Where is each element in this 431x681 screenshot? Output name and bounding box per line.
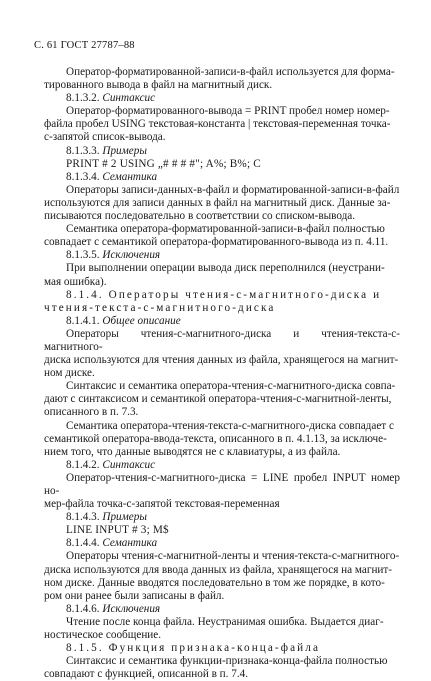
text-line: Операторы чтения-с-магнитного-диска и чтения-текста-с-магнитного- [44,327,400,353]
text-line: Оператор-форматированного-вывода = PRINT пробел номер номер- [66,105,390,118]
text-line: писываются последовательно в соответствии со списком-вывода. [44,210,356,223]
section-number: 8.1.3.4. [66,170,103,183]
section-number: 8.1.4.2. [66,458,103,471]
text-line: ном диске. Данные вводятся последовательно в том же порядке, в кото- [44,576,385,589]
section-number: 8.1.3.2. [66,92,103,105]
text-line: совпадают с функцией, описанной в п. 7.4. [44,668,249,681]
section-title: Исключения [102,249,161,262]
text-line: с-запятой список-вывода. [44,131,166,144]
text-line: ром они ранее были записаны в файл. [44,589,225,602]
section-heading [44,537,400,550]
section-heading: чтения-текста-с-магнитного-диска [44,301,276,314]
text-line: файла пробел USING текстовая-константа | текстовая-переменная точка- [44,118,391,131]
text-line: ном диске. [44,367,95,380]
text-line: используются для записи данных в файл на магнитный диск. Данные за- [44,196,391,209]
section-heading: 8.1.4. Операторы чтения-с-магнитного-диска и [66,288,382,301]
text-line: диска используются для ввода данных из файла, хранящегося на магнит- [44,563,393,576]
section-title: Исключения [102,602,161,615]
section-heading [44,145,400,158]
section-heading [44,459,400,472]
text-line: мая ошибка). [44,275,107,288]
section-heading [44,315,400,328]
text-line: ностическое сообщение. [44,629,162,642]
section-number: 8.1.4.3. [66,511,103,524]
section-heading [44,249,400,262]
section-title: Примеры [102,511,147,524]
text-line: Семантика оператора-форматированной-записи-в-файл полностью [66,223,385,236]
section-number: 8.1.3.5. [66,249,103,262]
code-example: LINE INPUT # 3; M$ [66,524,169,537]
section-title: Общее описание [102,314,181,327]
text-line: Операторы записи-данных-в-файл и форматированной-записи-в-файл [66,183,400,196]
text-line: Операторы чтения-с-магнитной-ленты и чтения-текста-с-магнитного- [66,550,400,563]
section-heading [44,511,400,524]
section-number: 8.1.4.6. [66,602,103,615]
section-number: 8.1.4.1. [66,314,103,327]
text-line: При выполнении операции вывода диск переполнился (неустрани- [66,262,385,275]
text-line: описанного в п. 7.3. [44,406,139,419]
document-body [44,66,400,681]
text-line: диска используются для чтения данных из файла, хранящегося на магнит- [44,354,399,367]
text-line: дают с синтаксисом и семантикой оператора-чтения-с-магнитной-ленты, [44,393,392,406]
section-title: Семантика [102,537,158,550]
section-heading [44,92,400,105]
text-line: Оператор-чтения-с-магнитного-диска = LINE пробел INPUT номер но- [44,471,400,497]
text-line: Семантика оператора-чтения-текста-с-магнитного-диска совпадает с [66,419,394,432]
text-line: Синтаксис и семантика оператора-чтения-с-магнитного-диска совпа- [66,380,396,393]
text-line: Чтение после конца файла. Неустранимая ошибка. Выдается диаг- [66,615,384,628]
text-line: тированного вывода в файл на магнитный диск. [44,79,273,92]
text-line: совпадает с семантикой оператора-форматированного-вывода из п. 4.11. [44,236,389,249]
section-number: 8.1.4.4. [66,537,103,550]
section-heading [44,603,400,616]
text-line: Синтаксис и семантика функции-признака-конца-файла полностью [66,655,388,668]
text-line: семантикой оператора-ввода-текста, описанного в п. 4.1.13, за исключе- [44,432,387,445]
text-line: Оператор-форматированной-записи-в-файл используется для форма- [66,66,395,78]
section-heading [44,171,400,184]
page-header: С. 61 ГОСТ 27787–88 [34,40,135,51]
section-heading: 8.1.5. Функция признака-конца-файла [66,642,321,655]
section-title: Синтаксис [102,92,156,105]
text-line: нием того, что данные выводятся не с клавиатуры, а из файла. [44,445,341,458]
section-title: Примеры [102,144,147,157]
text-line: мер-файла точка-с-запятой текстовая-переменная [44,498,280,511]
section-title: Синтаксис [102,458,156,471]
section-title: Семантика [102,170,158,183]
section-number: 8.1.3.3. [66,144,103,157]
code-example: PRINT # 2 USING „# # # #"; A%; B%; C [66,157,261,170]
